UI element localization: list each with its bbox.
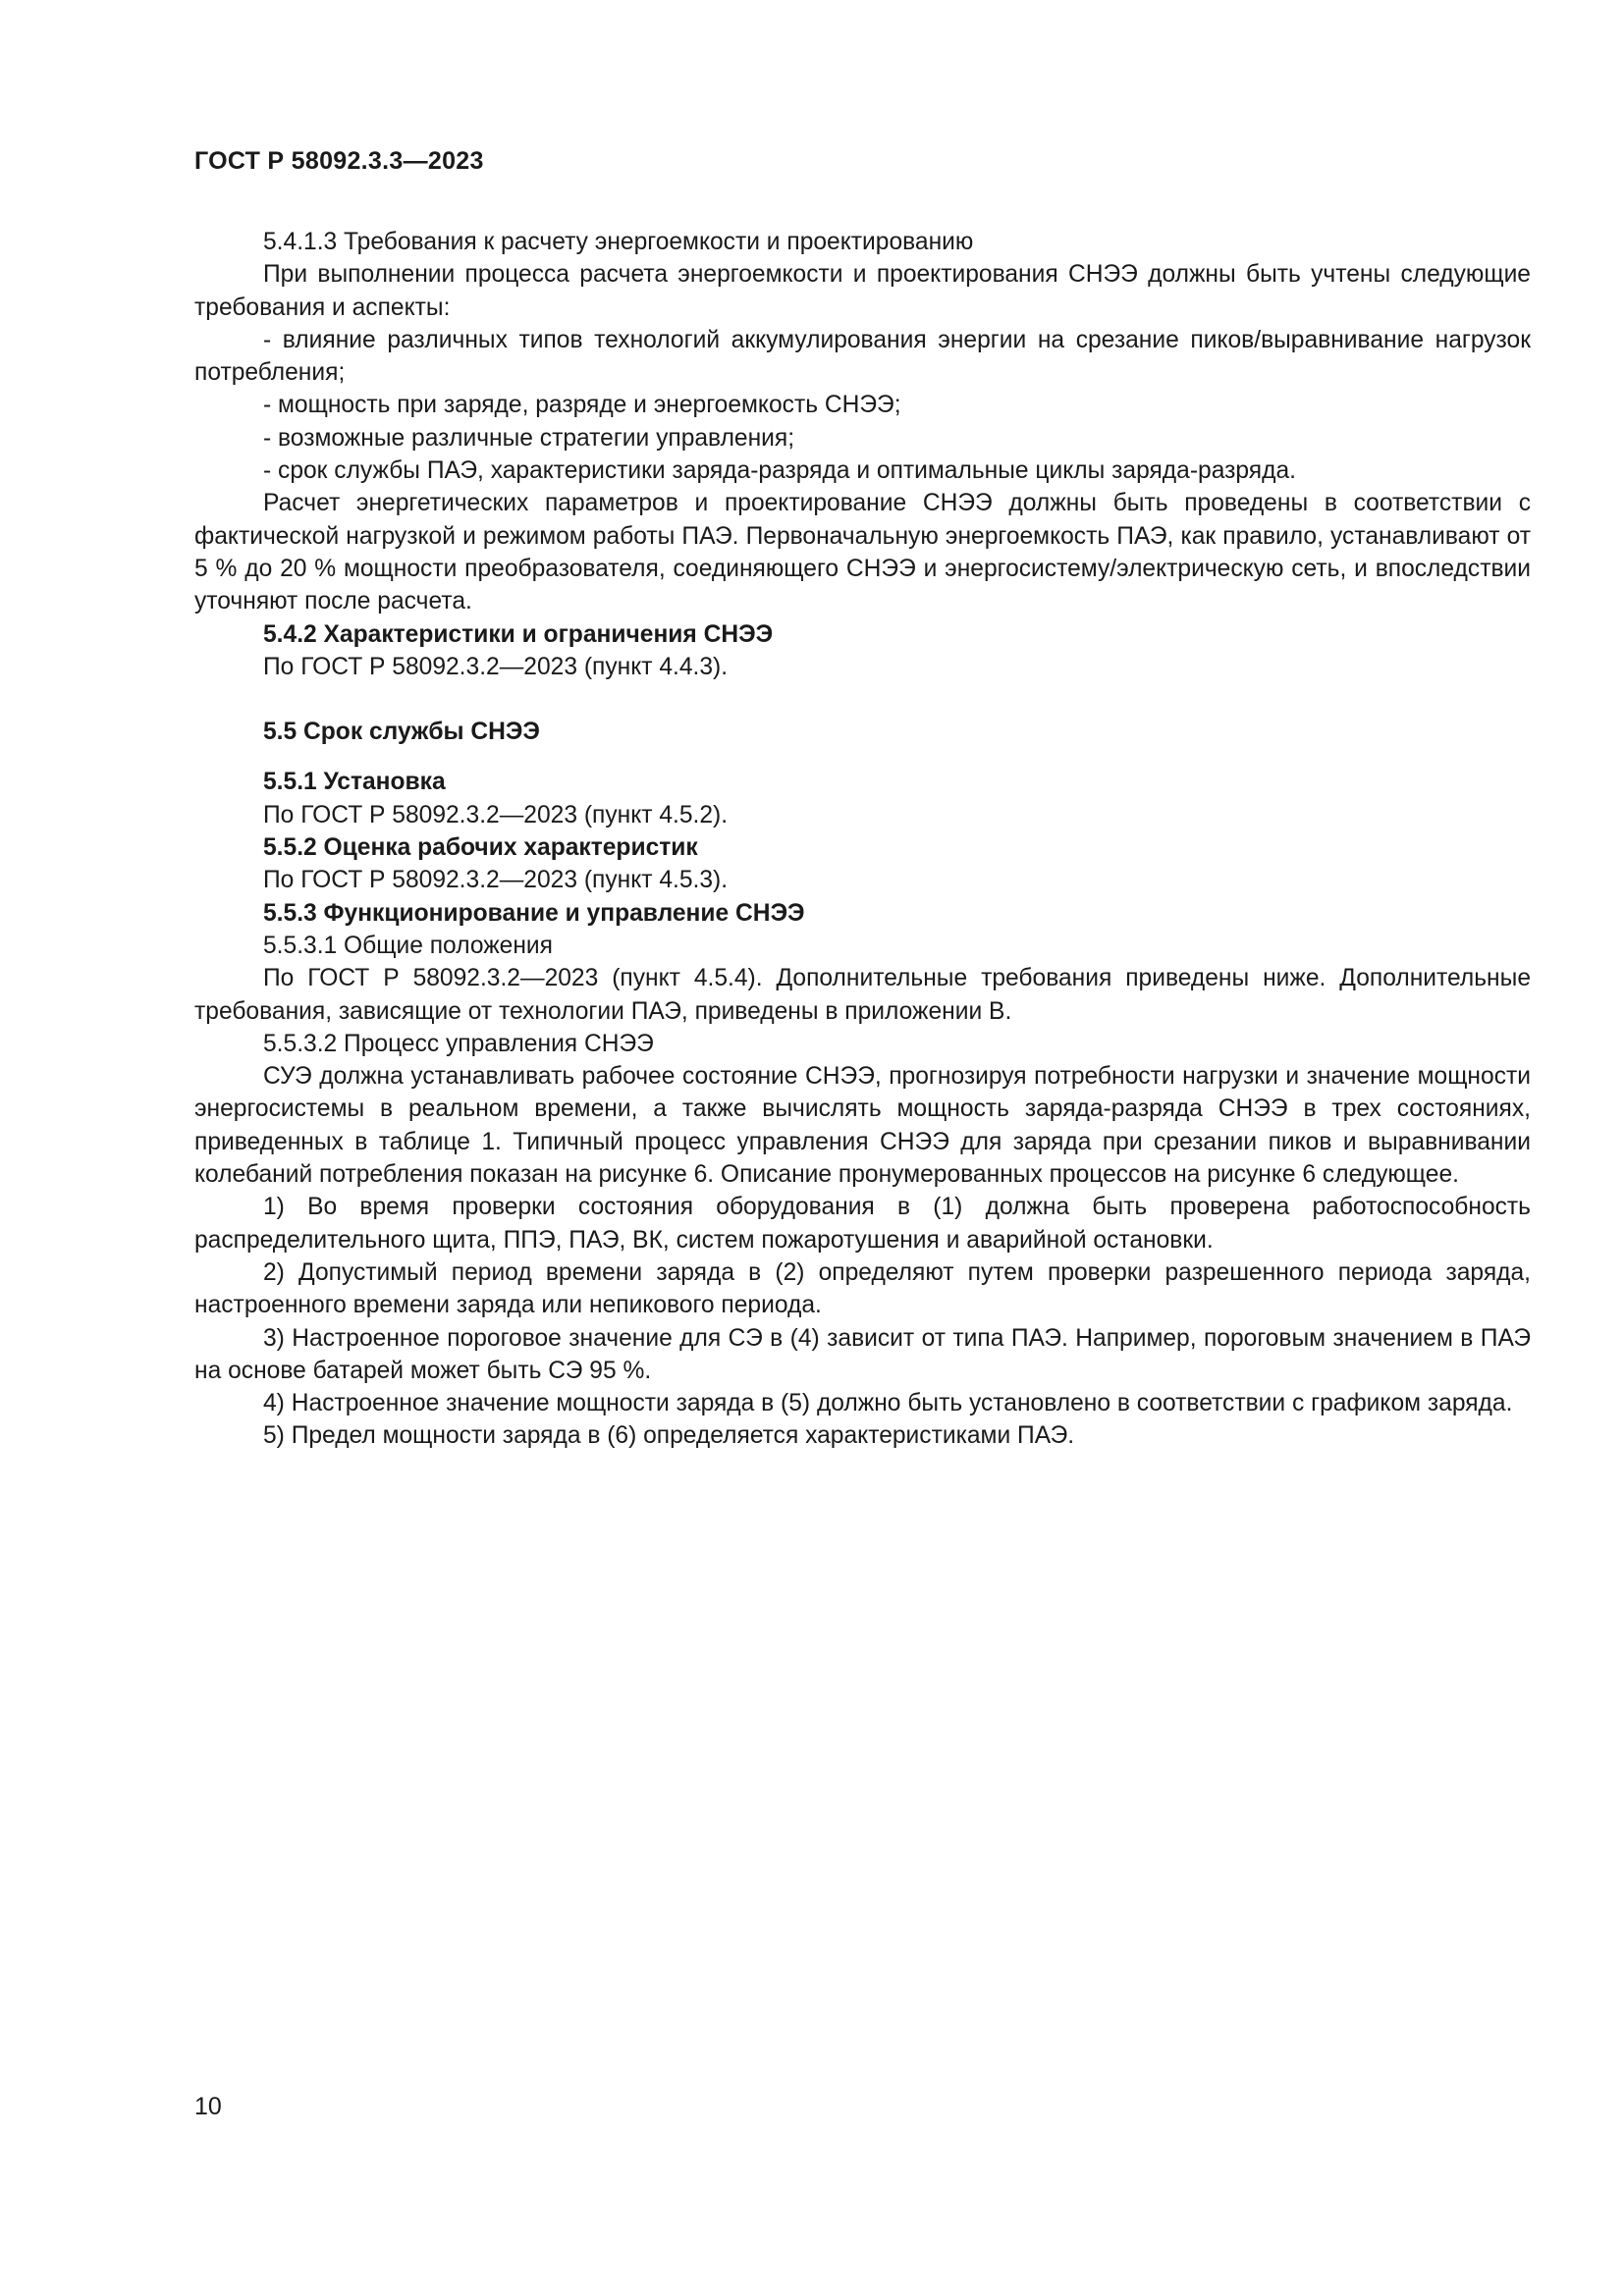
paragraph: СУЭ должна устанавливать рабочее состояние СНЭЭ, прогнозируя потребности нагрузки и значение мощности энергосистемы в реальном времени, а также вычислять мощность заряда-разряда СНЭЭ в трех состояниях, приведенных в таблице 1. Типичный процесс управления СНЭЭ для заряда при срезании пиков и выравнивании колебаний потребления показан на рисунке 6. Описание пронумерованных процессов на рисунке 6 следующее. bbox=[194, 1063, 1531, 1189]
list-item: - влияние различных типов технологий аккумулирования энергии на срезание пиков/выравнивание нагрузок потребления; bbox=[194, 326, 1531, 387]
reference-paragraph: По ГОСТ Р 58092.3.2—2023 (пункт 4.5.3). bbox=[263, 867, 729, 894]
list-item: - срок службы ПАЭ, характеристики заряда-разряда и оптимальные циклы заряда-разряда. bbox=[263, 457, 1296, 485]
section-heading: 5.5 Срок службы СНЭЭ bbox=[263, 719, 540, 746]
document-header: ГОСТ Р 58092.3.3—2023 bbox=[194, 147, 484, 175]
subsection-heading: 5.4.1.3 Требования к расчету энергоемкости и проектированию bbox=[263, 229, 974, 255]
section-heading: 5.5.2 Оценка рабочих характеристик bbox=[263, 834, 698, 862]
list-item: 5) Предел мощности заряда в (6) определяется характеристиками ПАЭ. bbox=[263, 1422, 1075, 1450]
section-heading: 5.5.1 Установка bbox=[263, 769, 446, 796]
list-item: 2) Допустимый период времени заряда в (2) определяют путем проверки разрешенного периода заряда, настроенного времени заряда или непикового периода. bbox=[194, 1258, 1531, 1319]
paragraph: По ГОСТ Р 58092.3.2—2023 (пункт 4.5.4). Дополнительные требования приведены ниже. Дополнительные требования, зависящие от технологии ПАЭ, приведены в приложении В. bbox=[194, 965, 1531, 1025]
reference-paragraph: По ГОСТ Р 58092.3.2—2023 (пункт 4.5.2). bbox=[263, 801, 729, 828]
subsection-heading: 5.5.3.1 Общие положения bbox=[263, 932, 553, 959]
paragraph: Расчет энергетических параметров и проектирование СНЭЭ должны быть проведены в соответствии с фактической нагрузкой и режимом работы ПАЭ. Первоначальную энергоемкость ПАЭ, как правило, устанавливают от 5 % до 20 % мощности преобразователя, соединяющего СНЭЭ и энергосистему/электрическую сеть, и впоследствии уточняют после расчета. bbox=[194, 490, 1531, 615]
section-heading: 5.5.3 Функционирование и управление СНЭЭ bbox=[263, 899, 805, 927]
section-heading: 5.4.2 Характеристики и ограничения СНЭЭ bbox=[263, 620, 774, 648]
document-body bbox=[194, 226, 1531, 1453]
subsection-heading: 5.5.3.2 Процесс управления СНЭЭ bbox=[263, 1030, 654, 1057]
paragraph: При выполнении процесса расчета энергоемкости и проектирования СНЭЭ должны быть учтены следующие требования и аспекты: bbox=[194, 261, 1531, 321]
page-number: 10 bbox=[194, 2093, 222, 2120]
list-item: 4) Настроенное значение мощности заряда в (5) должно быть установлено в соответствии с графиком заряда. bbox=[263, 1390, 1513, 1417]
list-item: 3) Настроенное пороговое значение для СЭ в (4) зависит от типа ПАЭ. Например, пороговым значением в ПАЭ на основе батарей может быть СЭ 95 %. bbox=[194, 1324, 1531, 1384]
list-item: - мощность при заряде, разряде и энергоемкость СНЭЭ; bbox=[263, 392, 901, 419]
list-item: 1) Во время проверки состояния оборудования в (1) должна быть проверена работоспособность распределительного щита, ППЭ, ПАЭ, ВК, систем пожаротушения и аварийной остановки. bbox=[194, 1194, 1531, 1254]
reference-paragraph: По ГОСТ Р 58092.3.2—2023 (пункт 4.4.3). bbox=[263, 653, 729, 680]
list-item: - возможные различные стратегии управления; bbox=[263, 424, 795, 452]
